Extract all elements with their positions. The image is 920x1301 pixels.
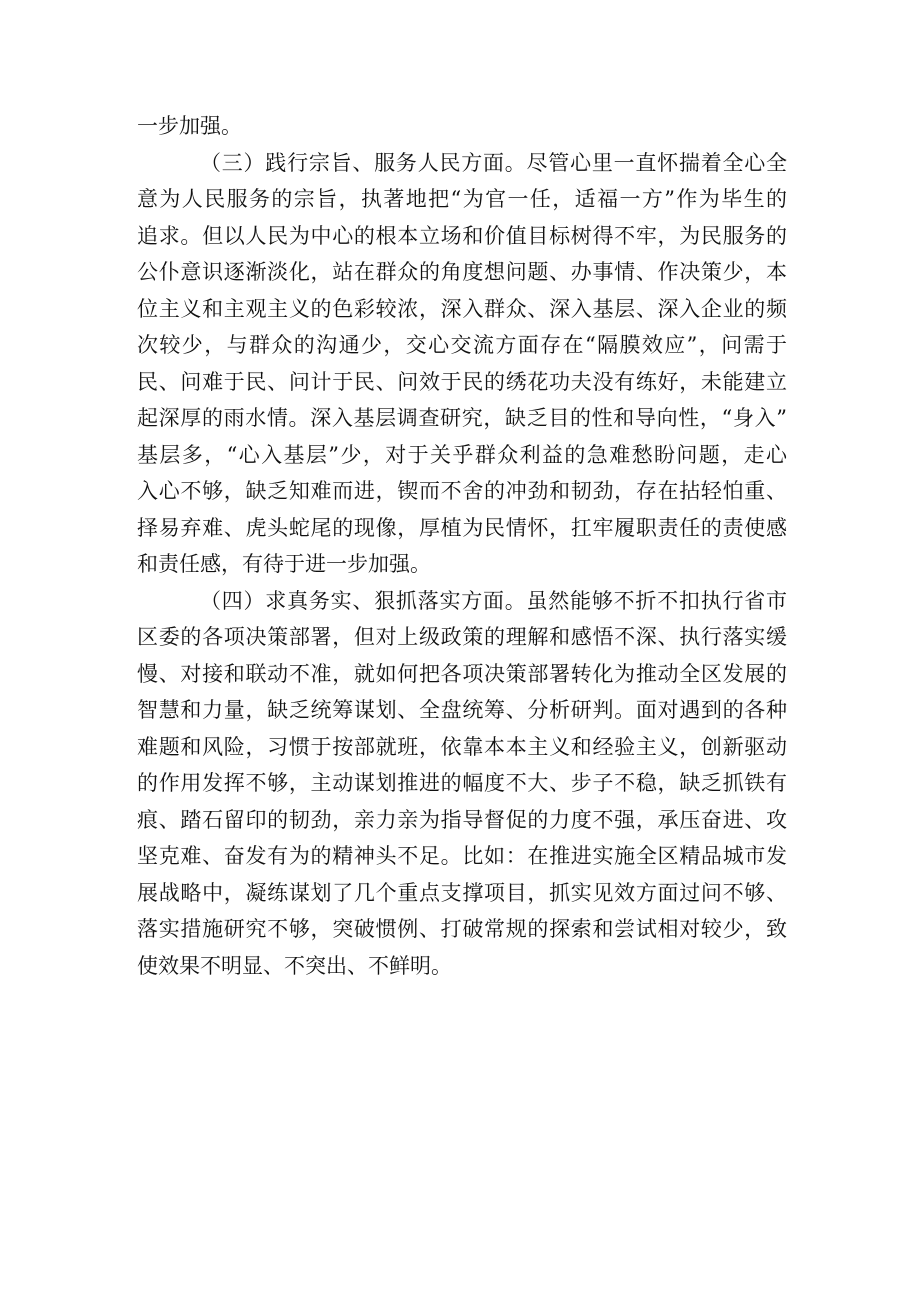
text-line: 公仆意识逐渐淡化，站在群众的角度想问题、办事情、作决策少，本 — [137, 260, 787, 284]
text-line: 落实措施研究不够，突破惯例、打破常规的探索和尝试相对较少，致 — [137, 917, 787, 941]
text-line: 使效果不明显、不突出、不鲜明。 — [137, 953, 452, 978]
text-line: 区委的各项决策部署，但对上级政策的理解和感悟不深、执行落实缓 — [137, 625, 787, 649]
text-line: 展战略中，凝练谋划了几个重点支撑项目，抓实见效方面过问不够、 — [137, 880, 787, 905]
text-line: 意为人民服务的宗旨，执著地把“为官一任，适福一方”作为毕生的 — [137, 187, 787, 211]
text-line: 择易弃难、虎头蛇尾的现像，厚植为民情怀，扛牢履职责任的责使感 — [137, 515, 787, 540]
text-line: 入心不够，缺乏知难而进，锲而不舍的冲劲和韧劲，存在拈轻怕重、 — [137, 479, 787, 503]
text-line: 慢、对接和联动不准，就如何把各项决策部署转化为推动全区发展的 — [137, 661, 787, 686]
text-line: 起深厚的雨水情。深入基层调查研究，缺乏目的性和导向性，“身入” — [137, 406, 787, 430]
text-line: 位主义和主观主义的色彩较浓，深入群众、深入基层、深入企业的频 — [137, 296, 787, 321]
text-line: 痕、踏石留印的韧劲，亲力亲为指导督促的力度不强，承压奋进、攻 — [137, 807, 787, 832]
text-line: 次较少，与群众的沟通少，交心交流方面存在“隔膜效应”，问需于 — [137, 333, 787, 357]
text-line: 智慧和力量，缺乏统筹谋划、全盘统筹、分析研判。面对遇到的各种 — [137, 698, 787, 722]
text-line: 的作用发挥不够，主动谋划推进的幅度不大、步子不稳，缺乏抓铁有 — [137, 771, 787, 795]
text-line: 坚克难、奋发有为的精神头不足。比如：在推进实施全区精品城市发 — [137, 844, 787, 868]
text-line: （三）践行宗旨、服务人民方面。尽管心里一直怀揣着全心全 — [200, 150, 787, 175]
text-line: 基层多，“心入基层”少，对于关乎群众利益的急难愁盼问题，走心 — [137, 442, 787, 467]
text-line: 难题和风险，习惯于按部就班，依靠本本主义和经验主义，创新驱动 — [137, 734, 787, 759]
text-line: 民、问难于民、问计于民、问效于民的绣花功夫没有练好，未能建立 — [137, 369, 787, 394]
text-line: 一步加强。 — [137, 114, 242, 138]
body-text — [137, 108, 787, 984]
text-line: 和责任感，有待于进一步加强。 — [137, 552, 431, 576]
text-line: 追求。但以人民为中心的根本立场和价值目标树得不牢，为民服务的 — [137, 223, 787, 248]
text-line: （四）求真务实、狠抓落实方面。虽然能够不折不扣执行省市 — [200, 588, 787, 613]
